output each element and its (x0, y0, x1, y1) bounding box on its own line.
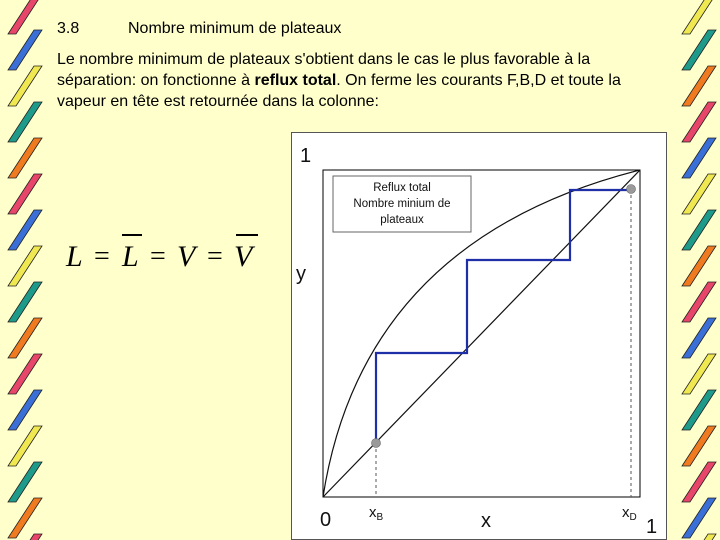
border-stripe (8, 30, 42, 70)
border-stripe (8, 138, 42, 178)
origin-label: 0 (320, 509, 332, 531)
intro-text-part1: Le nombre minimum de plateaux s'obtient dans le cas le plus favorable à la séparation: on fonctionne à (57, 51, 591, 89)
xb-marker (372, 439, 381, 448)
mccabe-thiele-diagram (291, 132, 667, 540)
border-stripe (682, 282, 716, 322)
equation-v: V (177, 240, 196, 273)
border-stripe (8, 498, 42, 538)
reflux-equation (62, 228, 272, 278)
equation-equals-3: = (207, 241, 223, 272)
xd-marker (627, 185, 636, 194)
border-stripe (8, 354, 42, 394)
border-stripe (8, 174, 42, 214)
border-stripe (8, 318, 42, 358)
border-stripe (8, 0, 42, 34)
legend-line-1: Reflux total (373, 182, 431, 194)
border-stripe (682, 354, 716, 394)
border-stripe (8, 282, 42, 322)
section-number: 3.8 (57, 20, 80, 37)
border-stripe (682, 66, 716, 106)
border-stripe (8, 246, 42, 286)
border-stripe (682, 498, 716, 538)
decorative-border-right (674, 0, 720, 540)
equation-l: L (66, 240, 83, 273)
intro-paragraph (57, 49, 667, 112)
border-stripe (8, 390, 42, 430)
y-axis-label: y (296, 263, 306, 285)
legend-line-3: plateaux (380, 214, 424, 226)
section-title: Nombre minimum de plateaux (128, 20, 342, 37)
intro-text-part2: . On ferme les courants F,B,D et toute la vapeur en tête est retournée dans la colonne: (57, 72, 621, 110)
border-stripe (682, 0, 716, 34)
equation-vbar: V (234, 240, 253, 273)
border-stripe (682, 426, 716, 466)
border-stripe (682, 174, 716, 214)
equation-lbar: L (122, 240, 139, 273)
border-stripe (8, 210, 42, 250)
equation-equals-2: = (150, 241, 166, 272)
xb-label: $x_B$ (369, 504, 384, 523)
border-stripe (682, 462, 716, 502)
border-stripe (682, 210, 716, 250)
border-stripe (682, 390, 716, 430)
border-stripe (8, 102, 42, 142)
x-axis-label: x (481, 510, 491, 532)
legend-line-2: Nombre minium de (353, 198, 451, 210)
border-stripe (682, 318, 716, 358)
intro-bold-reflux: reflux total (254, 72, 337, 89)
x-axis-max-label: 1 (646, 516, 658, 538)
border-stripe (682, 246, 716, 286)
border-stripe (682, 102, 716, 142)
xd-label: $x_D$ (622, 504, 637, 523)
border-stripe (682, 138, 716, 178)
decorative-border-left (0, 0, 48, 540)
border-stripe (8, 462, 42, 502)
border-stripe (8, 426, 42, 466)
border-stripe (682, 30, 716, 70)
border-stripe (8, 66, 42, 106)
y-axis-max-label: 1 (300, 145, 312, 167)
equation-equals-1: = (94, 241, 110, 272)
